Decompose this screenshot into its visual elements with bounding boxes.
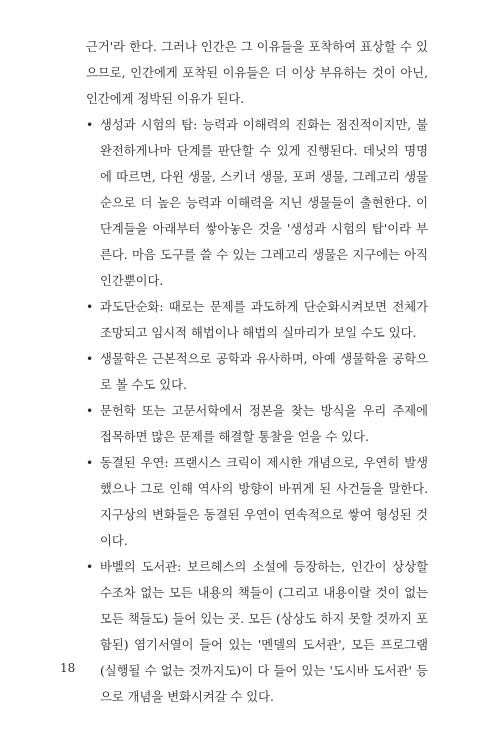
intro-paragraph: 근거'라 한다. 그러나 인간은 그 이유들을 포착하여 표상할 수 있으므로, 인간에게 포착된 이유들은 더 이상 부유하는 것이 아닌, 인간에게 정박된 이유가 된다. (86, 40, 428, 106)
bullet-item-1 (86, 112, 428, 294)
bullet-item-3 (86, 346, 428, 398)
bullet-symbol: • (86, 404, 94, 418)
bullet-symbol: • (86, 560, 94, 574)
bullet-item-6 (86, 554, 428, 710)
bullet-text: 생성과 시험의 탑: 능력과 이해력의 진화는 점진적이지만, 불완전하게나마 단계를 판단할 수 있게 진행된다. 데닛의 명명에 따르면, 다윈 생물, 스키너 생물, 포퍼 생물, 그레고리 생물 순으로 더 높은 능력과 이해력을 지닌 생물들이 출현한다. 이 단계들을 아래부터 쌓아놓은 것을 '생성과 시험의 탑'이라 부른다. 마음 도구를 쓸 수 있는 그레고리 생물은 지구에는 아직 인간뿐이다. (100, 118, 428, 288)
bullet-text: 바벨의 도서관: 보르헤스의 소설에 등장하는, 인간이 상상할 수조차 없는 모든 내용의 책들이 (그리고 내용이랄 것이 없는 모든 책들도) 들어 있는 곳. 모든 (상상도 하지 못할 것까지 포함된) 염기서열이 들어 있는 '멘델의 도서관', 모든 프로그램(실행될 수 없는 것까지도)이 다 들어 있는 '도시바 도서관' 등으로 개념을 변화시켜갈 수 있다. (100, 560, 428, 704)
bullet-symbol: • (86, 456, 94, 470)
bullet-list (86, 112, 428, 710)
bullet-text: 문헌학 또는 고문서학에서 정본을 찾는 방식을 우리 주제에 접목하면 많은 문제를 해결할 통찰을 얻을 수 있다. (100, 404, 428, 444)
bullet-symbol: • (86, 352, 94, 366)
bullet-text: 생물학은 근본적으로 공학과 유사하며, 아예 생물학을 공학으로 볼 수도 있다. (100, 352, 428, 392)
bullet-text: 과도단순화: 때로는 문제를 과도하게 단순화시켜보면 전체가 조망되고 임시적 해법이나 해법의 실마리가 보일 수도 있다. (100, 300, 428, 340)
bullet-text: 동결된 우연: 프랜시스 크릭이 제시한 개념으로, 우연히 발생했으나 그로 인해 역사의 방향이 바뀌게 된 사건들을 말한다. 지구상의 변화들은 동결된 우연이 연속적으로 쌓여 형성된 것이다. (100, 456, 428, 548)
bullet-item-4 (86, 398, 428, 450)
bullet-item-2 (86, 294, 428, 346)
body-text (86, 34, 428, 710)
bullet-symbol: • (86, 300, 94, 314)
bullet-item-5 (86, 450, 428, 554)
bullet-symbol: • (86, 118, 94, 132)
page-number: 18 (60, 661, 76, 675)
